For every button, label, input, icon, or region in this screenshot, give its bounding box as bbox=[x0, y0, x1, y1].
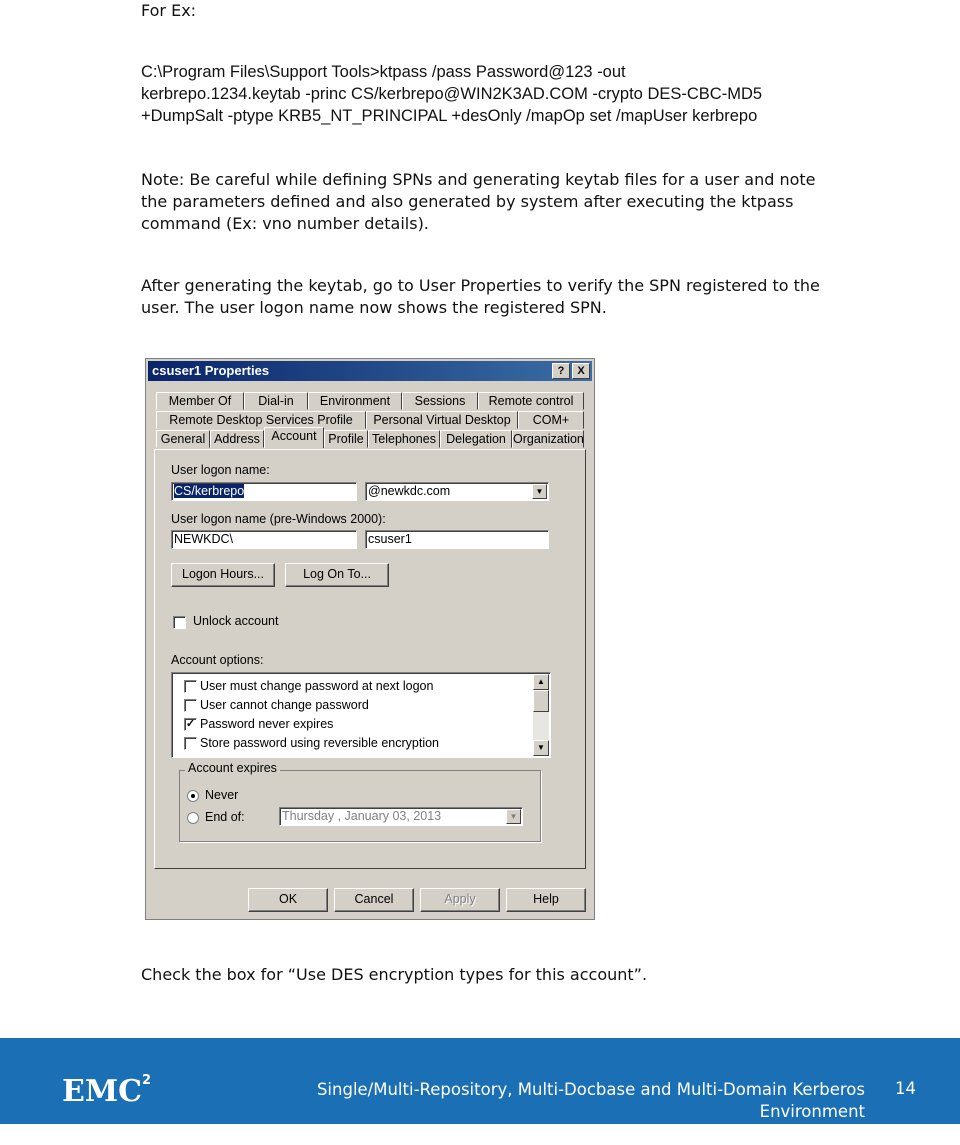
tab-member-of[interactable]: Member Of bbox=[156, 392, 244, 410]
logon-name-input[interactable] bbox=[171, 482, 357, 501]
account-options-list[interactable] bbox=[171, 672, 551, 758]
end-date-value: Thursday , January 03, 2013 bbox=[282, 809, 442, 823]
page-footer bbox=[0, 1038, 960, 1143]
unlock-checkbox[interactable] bbox=[173, 616, 186, 629]
option-checkbox[interactable]: ✓ bbox=[185, 718, 196, 730]
close-title-button[interactable]: X bbox=[572, 363, 590, 379]
after-line-1: After generating the keytab, go to User Properties to verify the SPN registered to the bbox=[141, 276, 820, 295]
option-label: Store password using reversible encryption bbox=[200, 736, 440, 750]
tab-profile[interactable]: Profile bbox=[324, 430, 368, 448]
cancel-button[interactable]: Cancel bbox=[334, 888, 414, 912]
scroll-up-icon[interactable]: ▲ bbox=[533, 674, 549, 690]
note-line-3: command (Ex: vno number details). bbox=[141, 214, 429, 233]
chevron-down-icon[interactable]: ▼ bbox=[532, 484, 547, 499]
logon-name-value: CS/kerbrepo bbox=[174, 484, 245, 498]
help-title-button[interactable]: ? bbox=[552, 363, 570, 379]
unlock-label: Unlock account bbox=[193, 614, 279, 628]
pre2000-user-value: csuser1 bbox=[368, 532, 412, 546]
chevron-down-icon[interactable]: ▼ bbox=[506, 809, 521, 824]
option-label: Password never expires bbox=[200, 717, 334, 731]
properties-dialog bbox=[145, 358, 595, 920]
note-line-2: the parameters defined and also generated by system after executing the ktpass bbox=[141, 192, 794, 211]
logon-hours-button[interactable]: Logon Hours... bbox=[171, 563, 275, 587]
option-label: User must change password at next logon bbox=[200, 679, 434, 693]
logon-name-label: User logon name: bbox=[171, 463, 270, 477]
footer-title-line-2: setup for CenterStage bbox=[682, 1124, 865, 1143]
pre2000-domain-value: NEWKDC\ bbox=[174, 532, 234, 546]
option-checkbox[interactable] bbox=[184, 680, 197, 693]
scroll-thumb[interactable] bbox=[533, 690, 549, 712]
for-ex-label: For Ex: bbox=[141, 1, 197, 20]
command-line-3: +DumpSalt -ptype KRB5_NT_PRINCIPAL +desOnly /mapOp set /mapUser kerbrepo bbox=[141, 107, 758, 125]
pre2000-user-input[interactable] bbox=[365, 530, 549, 549]
footer-title-line-1: Single/Multi-Repository, Multi-Docbase and Multi-Domain Kerberos Environment bbox=[316, 1080, 865, 1121]
pre2000-label: User logon name (pre-Windows 2000): bbox=[171, 512, 386, 526]
option-label: User cannot change password bbox=[200, 698, 369, 712]
ok-button[interactable]: OK bbox=[248, 888, 328, 912]
page-number: 14 bbox=[895, 1079, 916, 1098]
command-line-2: kerbrepo.1234.keytab -princ CS/kerbrepo@WIN2K3AD.COM -crypto DES-CBC-MD5 bbox=[141, 85, 763, 103]
never-label: Never bbox=[205, 788, 239, 802]
note-line-1: Note: Be careful while defining SPNs and generating keytab files for a user and note bbox=[141, 170, 816, 189]
option-checkbox[interactable] bbox=[184, 737, 197, 750]
apply-button[interactable]: Apply bbox=[420, 888, 500, 912]
tab-general[interactable]: General bbox=[156, 430, 210, 448]
account-expires-group bbox=[179, 770, 541, 842]
tab-dial-in[interactable]: Dial-in bbox=[244, 392, 308, 410]
after-line-2: user. The user logon name now shows the registered SPN. bbox=[141, 298, 607, 317]
option-checkbox[interactable] bbox=[184, 699, 197, 712]
end-date-picker[interactable] bbox=[279, 807, 523, 826]
check-instruction: Check the box for “Use DES encryption types for this account”. bbox=[141, 965, 648, 984]
footer-title bbox=[220, 1079, 865, 1145]
tab-environment[interactable]: Environment bbox=[308, 392, 402, 410]
account-expires-label: Account expires bbox=[185, 761, 280, 775]
dialog-titlebar bbox=[148, 361, 592, 381]
tab-com-plus[interactable]: COM+ bbox=[518, 411, 584, 429]
tab-address[interactable]: Address bbox=[210, 430, 264, 448]
endof-label: End of: bbox=[205, 810, 245, 824]
tab-account[interactable]: Account bbox=[264, 427, 324, 448]
never-radio[interactable] bbox=[187, 790, 199, 802]
endof-radio[interactable] bbox=[187, 812, 199, 824]
command-line-1: C:\Program Files\Support Tools>ktpass /pass Password@123 -out bbox=[141, 63, 626, 81]
domain-select[interactable] bbox=[365, 482, 549, 501]
tab-personal-virtual-desktop[interactable]: Personal Virtual Desktop bbox=[366, 411, 518, 429]
pre2000-domain-field bbox=[171, 530, 357, 549]
emc-logo: EMC$^2$ bbox=[62, 1073, 151, 1109]
account-tab-panel bbox=[154, 449, 586, 869]
help-button[interactable]: Help bbox=[506, 888, 586, 912]
dialog-title: csuser1 Properties bbox=[152, 363, 270, 378]
tab-remote-control[interactable]: Remote control bbox=[478, 392, 584, 410]
options-scrollbar[interactable] bbox=[533, 674, 549, 756]
tab-telephones[interactable]: Telephones bbox=[368, 430, 440, 448]
log-on-to-button[interactable]: Log On To... bbox=[285, 563, 389, 587]
account-options-label: Account options: bbox=[171, 653, 264, 667]
tab-sessions[interactable]: Sessions bbox=[402, 392, 478, 410]
tab-remote-desktop-profile[interactable]: Remote Desktop Services Profile bbox=[156, 411, 366, 429]
scroll-down-icon[interactable]: ▼ bbox=[533, 740, 549, 756]
domain-value: @newkdc.com bbox=[368, 484, 451, 498]
tab-organization[interactable]: Organization bbox=[513, 432, 584, 446]
tab-delegation[interactable]: Delegation bbox=[440, 430, 512, 448]
